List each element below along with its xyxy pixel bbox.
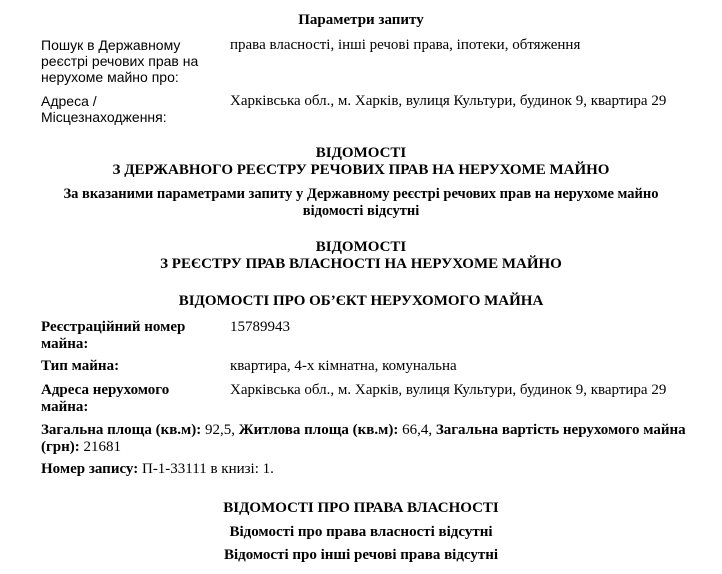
address-label: Адреса / Місцезнаходження:	[41, 93, 167, 125]
address-value: Харківська обл., м. Харків, вулиця Культури, будинок 9, квартира 29	[230, 93, 667, 109]
ownership-register-title-line2: З РЕЄСТРУ ПРАВ ВЛАСНОСТІ НА НЕРУХОМЕ МАЙНО	[160, 256, 562, 272]
total-cost-value: 21681	[79, 439, 122, 455]
total-area-value: 92,5,	[201, 422, 239, 438]
total-area-label: Загальна площа (кв.м):	[41, 422, 202, 438]
rights-title: ВІДОМОСТІ ПРО ПРАВА ВЛАСНОСТІ	[223, 500, 499, 516]
record-paragraph	[41, 461, 691, 478]
query-params-title: Параметри запиту	[298, 12, 424, 28]
type-value: квартира, 4-х кімнатна, комунальна	[230, 358, 457, 374]
total-cost-label: Загальна вартість нерухомого майна (грн):	[41, 422, 686, 455]
area-cost-paragraph	[41, 422, 691, 456]
property-title: ВІДОМОСТІ ПРО ОБ’ЄКТ НЕРУХОМОГО МАЙНА	[178, 293, 544, 309]
record-label: Номер запису:	[41, 461, 139, 477]
state-register-notice: За вказаними параметрами запиту у Державному реєстрі речових прав на нерухоме майно відомості відсутні	[63, 186, 659, 219]
record-value: П-1-33111 в книзі: 1.	[138, 461, 274, 477]
other-rights-notice: Відомості про інші речові права відсутні	[223, 547, 499, 563]
property-address-label: Адреса нерухомого майна:	[41, 382, 170, 415]
living-area-label: Житлова площа (кв.м):	[238, 422, 399, 438]
search-label: Пошук в Державному реєстрі речових прав на нерухоме майно про:	[41, 37, 199, 85]
living-area-value: 66,4,	[398, 422, 436, 438]
reg-number-label: Реєстраційний номер майна:	[41, 319, 186, 352]
state-register-title-line1: ВІДОМОСТІ	[315, 145, 407, 161]
reg-number-value: 15789943	[230, 319, 290, 335]
search-value: права власності, інші речові права, іпотеки, обтяження	[230, 37, 581, 53]
type-label: Тип майна:	[41, 358, 120, 374]
ownership-register-title-line1: ВІДОМОСТІ	[315, 239, 407, 255]
ownership-rights-notice: Відомості про права власності відсутні	[229, 524, 493, 540]
state-register-title-line2: З ДЕРЖАВНОГО РЕЄСТРУ РЕЧОВИХ ПРАВ НА НЕРУХОМЕ МАЙНО	[112, 162, 610, 178]
property-address-value: Харківська обл., м. Харків, вулиця Культури, будинок 9, квартира 29	[230, 382, 667, 398]
